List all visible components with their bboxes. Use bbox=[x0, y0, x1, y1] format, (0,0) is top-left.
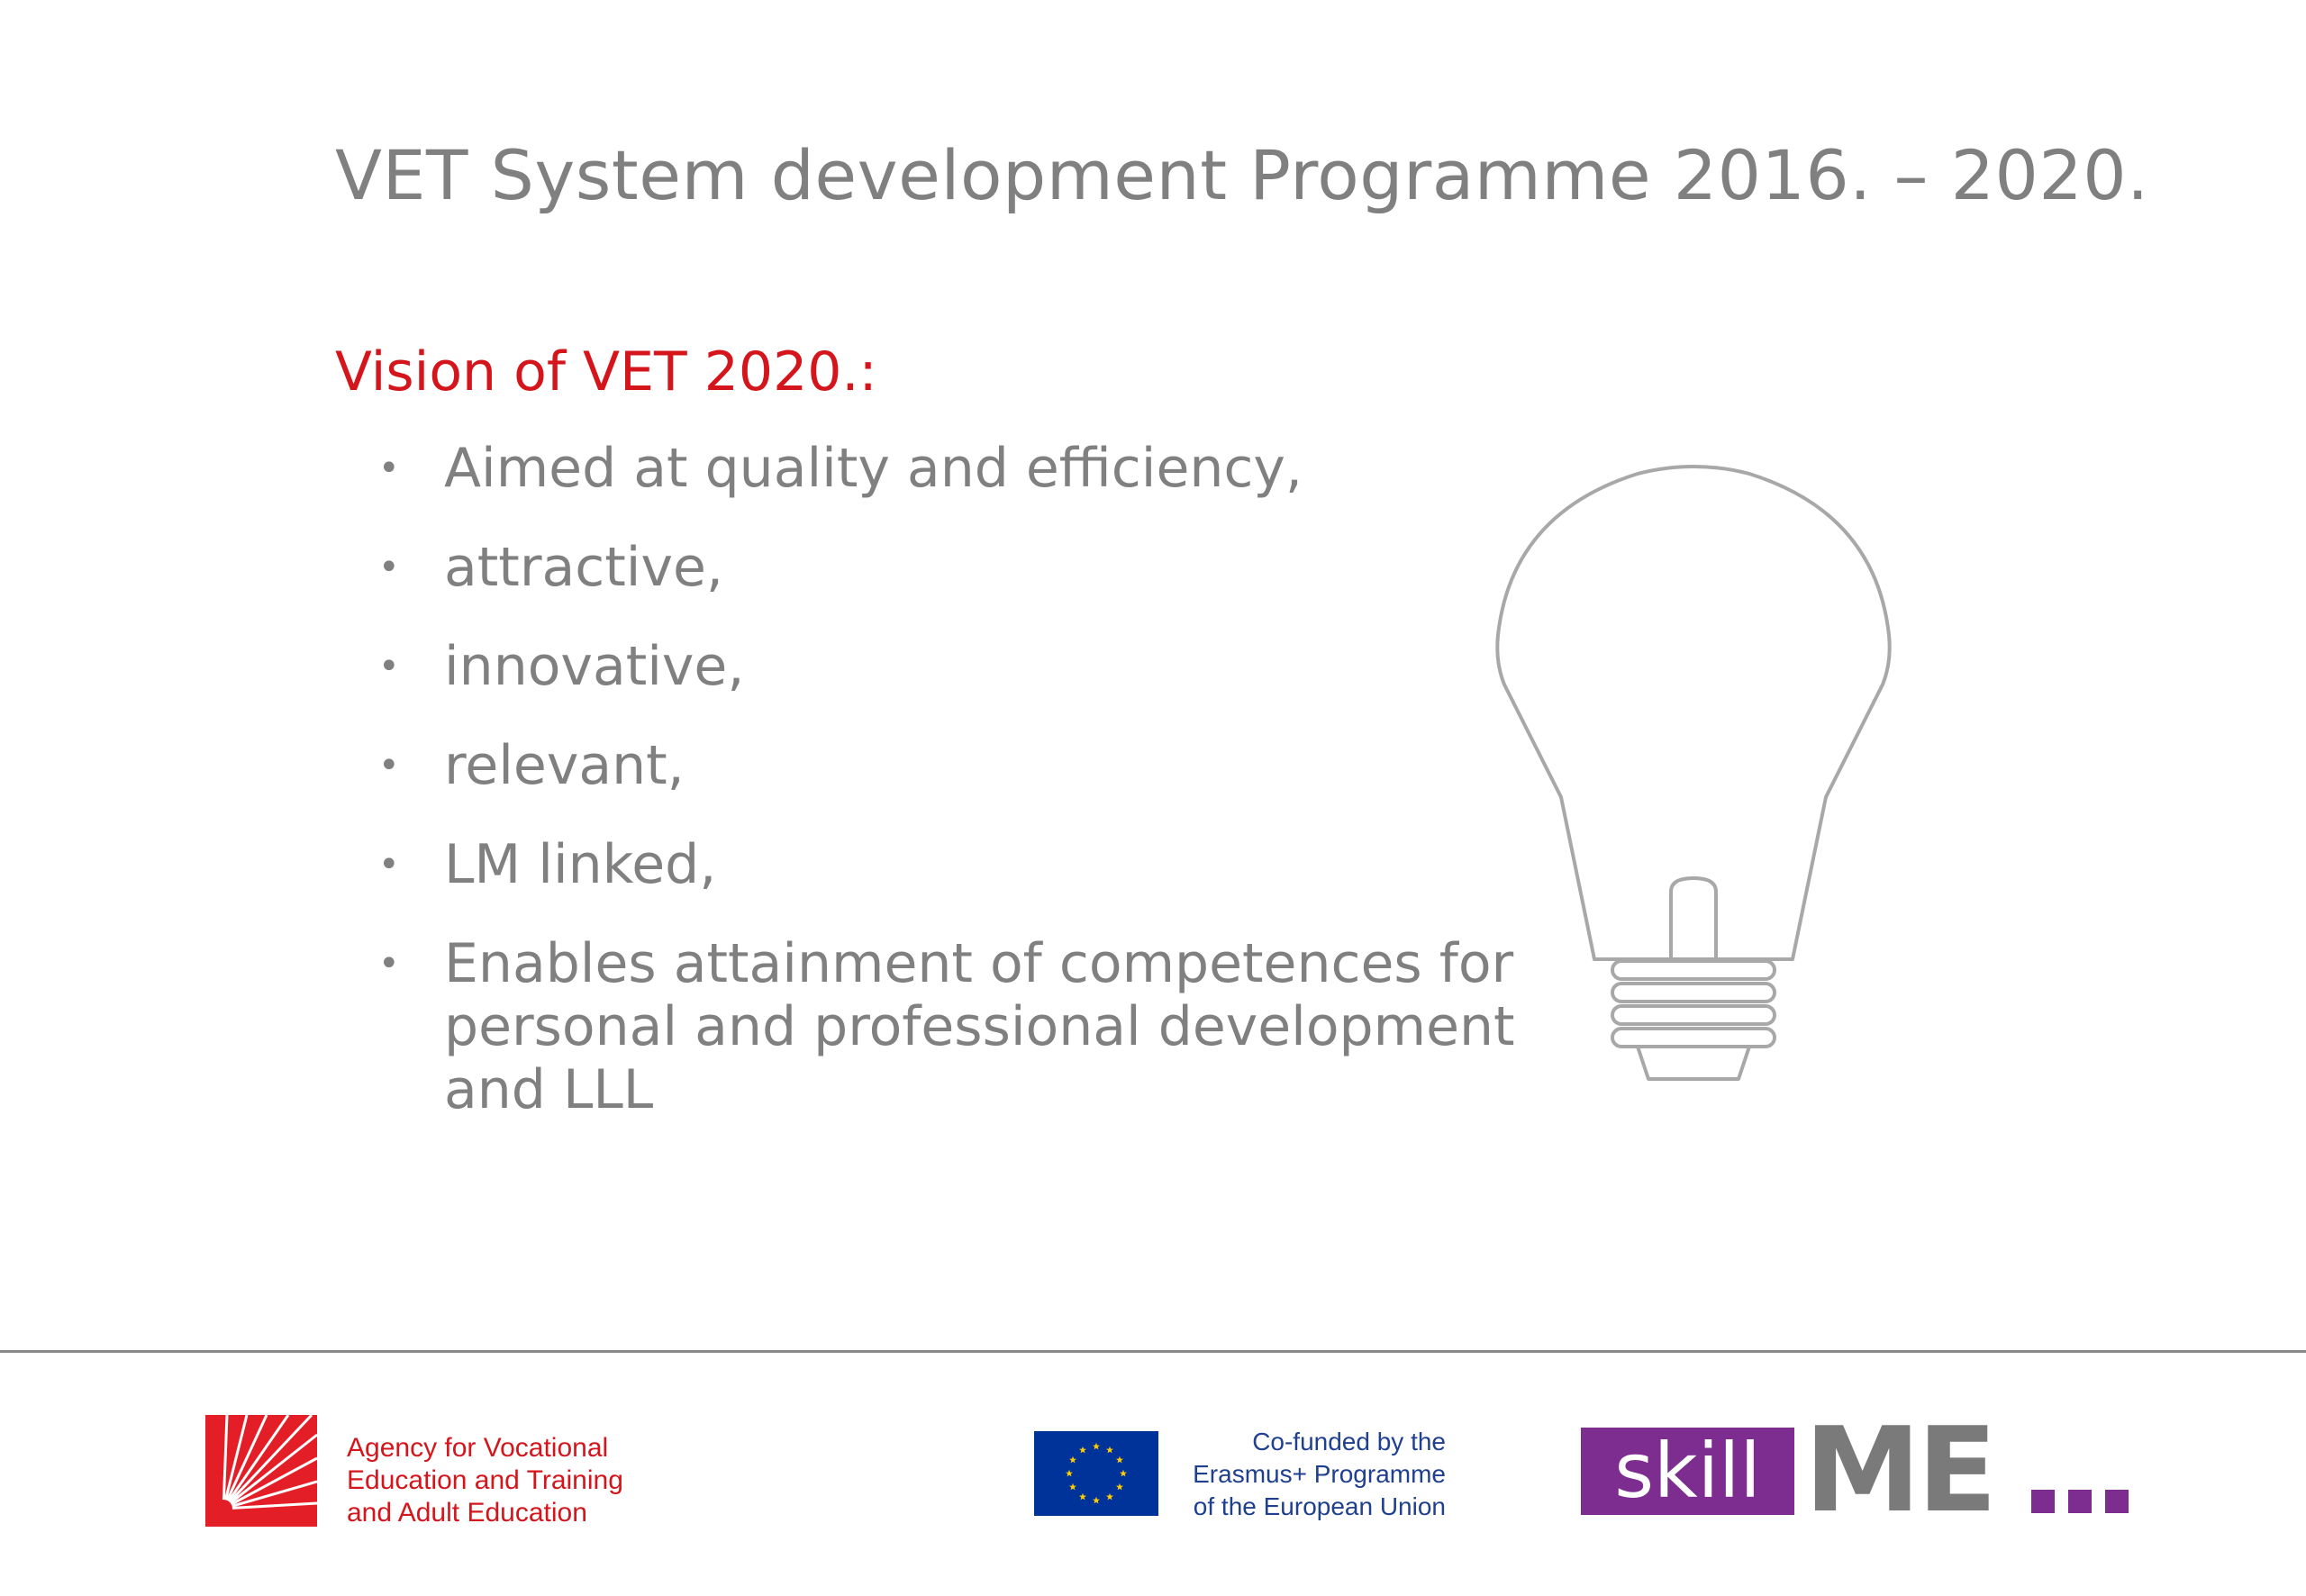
bullet-item bbox=[335, 437, 1561, 500]
skillme-logo-me: ME bbox=[1804, 1401, 1994, 1538]
eu-cofunded-text: Co-funded by the Erasmus+ Programme of the European Union bbox=[1193, 1428, 1446, 1520]
bullet-item bbox=[335, 932, 1561, 1121]
logo-dot bbox=[2068, 1490, 2092, 1513]
lightbulb-icon bbox=[1495, 459, 1892, 1090]
vision-heading: Vision of VET 2020.: bbox=[335, 340, 877, 404]
bullet-dot: • bbox=[378, 448, 400, 489]
bullet-text: Enables attainment of competences for personal and professional development and LLL bbox=[444, 932, 1515, 1121]
footer-divider bbox=[0, 1350, 2306, 1353]
skillme-logo-dots bbox=[2031, 1490, 2142, 1517]
bullet-text: relevant, bbox=[444, 734, 685, 797]
logo-dot bbox=[2105, 1490, 2129, 1513]
bullet-text: innovative, bbox=[444, 635, 745, 698]
agency-sunburst-logo bbox=[205, 1415, 317, 1527]
vision-bullet-list bbox=[335, 437, 1561, 1157]
bullet-text: attractive, bbox=[444, 536, 723, 599]
bullet-dot: • bbox=[378, 646, 400, 687]
logo-dot bbox=[2031, 1490, 2055, 1513]
eu-flag-icon bbox=[1034, 1431, 1158, 1516]
bullet-text: Aimed at quality and efficiency, bbox=[444, 437, 1303, 500]
skillme-logo-skill: skill bbox=[1581, 1428, 1794, 1515]
slide-title: VET System development Programme 2016. – 2020. bbox=[335, 135, 2149, 215]
bullet-item bbox=[335, 536, 1561, 599]
bullet-item bbox=[335, 635, 1561, 698]
bullet-item bbox=[335, 833, 1561, 896]
bullet-text: LM linked, bbox=[444, 833, 717, 896]
bullet-dot: • bbox=[378, 547, 400, 588]
bullet-dot: • bbox=[378, 745, 400, 786]
bullet-item bbox=[335, 734, 1561, 797]
agency-name: Agency for Vocational Education and Training and Adult Education bbox=[347, 1433, 623, 1528]
bullet-dot: • bbox=[378, 943, 400, 984]
bullet-dot: • bbox=[378, 844, 400, 885]
